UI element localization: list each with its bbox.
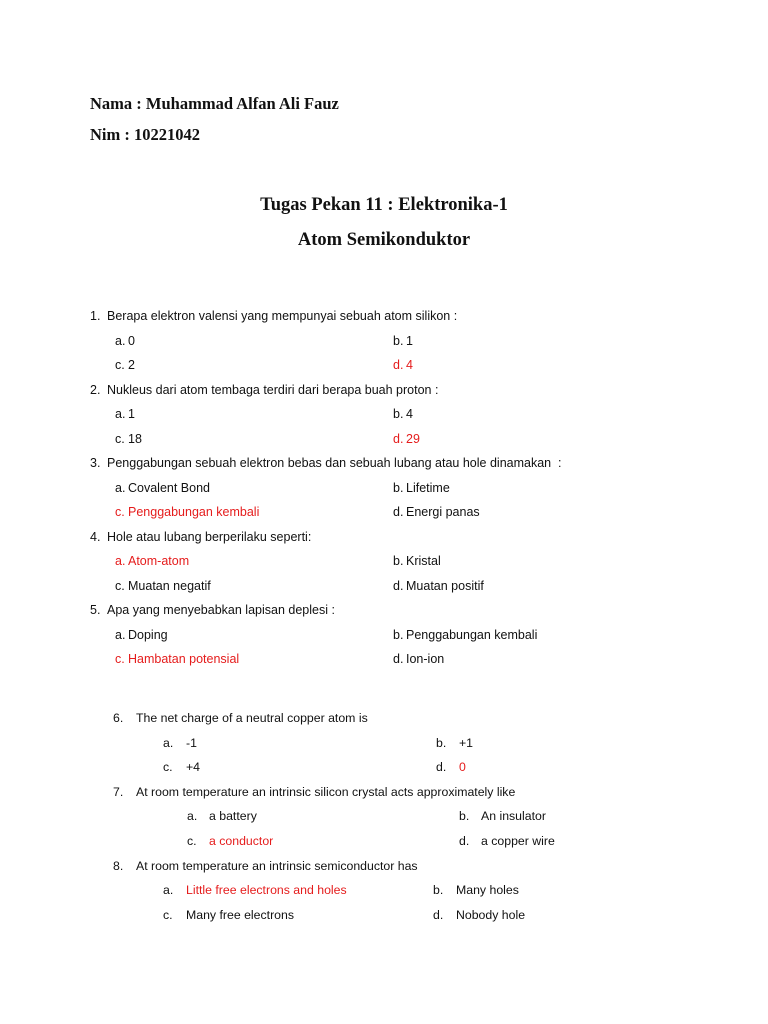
question-7-options-row-1 <box>0 804 768 829</box>
option-text: 4 <box>406 407 413 421</box>
option-letter: d. <box>433 907 444 922</box>
option-text: 0 <box>128 333 135 348</box>
option-text: a copper wire <box>481 833 555 848</box>
question-3-option-b <box>393 476 450 501</box>
question-1-option-d <box>393 353 413 378</box>
question-text: Apa yang menyebabkan lapisan deplesi : <box>107 603 335 617</box>
option-text: Atom-atom <box>128 554 190 568</box>
option-text: 1 <box>406 333 413 348</box>
option-text: a battery <box>209 809 257 824</box>
question-5-options-row-1 <box>0 623 768 648</box>
question-number: 6. <box>113 711 124 725</box>
option-text: 2 <box>128 358 135 372</box>
option-letter: c. <box>115 358 125 372</box>
option-text: Penggabungan kembali <box>128 505 260 519</box>
question-4-options-row-1 <box>0 549 768 574</box>
question-6-option-d <box>436 755 466 780</box>
option-text: Penggabungan kembali <box>406 627 538 642</box>
question-3-option-c <box>115 500 259 525</box>
question-5 <box>0 598 768 623</box>
question-8-option-b <box>433 878 519 903</box>
question-text: At room temperature an intrinsic semiconductor has <box>136 858 418 873</box>
option-text: Muatan negatif <box>128 578 211 593</box>
option-letter: c. <box>115 431 125 446</box>
question-2-options-row-2 <box>0 427 768 452</box>
option-letter: d. <box>393 578 404 593</box>
question-number: 1. <box>90 309 101 323</box>
question-4-option-c <box>115 574 211 599</box>
question-number: 5. <box>90 603 101 617</box>
option-text: Many free electrons <box>186 907 294 922</box>
option-text: 18 <box>128 431 142 446</box>
option-letter: c. <box>163 907 173 922</box>
question-8-option-c <box>163 903 294 928</box>
option-text: Little free electrons and holes <box>186 883 347 898</box>
question-2-option-b <box>393 402 413 427</box>
option-letter: c. <box>115 505 125 519</box>
question-number: 4. <box>90 529 101 544</box>
question-text: The net charge of a neutral copper atom is <box>136 711 368 725</box>
option-text: 1 <box>128 407 135 421</box>
option-letter: c. <box>115 578 125 593</box>
question-1 <box>0 304 768 329</box>
question-4 <box>0 525 768 550</box>
option-letter: d. <box>393 652 404 666</box>
option-letter: b. <box>459 809 470 824</box>
question-number: 3. <box>90 456 101 470</box>
option-letter: a. <box>115 480 126 495</box>
question-6 <box>0 706 768 731</box>
option-text: 29 <box>406 431 420 446</box>
question-7 <box>0 780 768 805</box>
option-text: a conductor <box>209 833 274 848</box>
option-text: Kristal <box>406 554 441 568</box>
option-letter: a. <box>115 554 126 568</box>
question-1-option-b <box>393 329 413 354</box>
option-text: Lifetime <box>406 480 450 495</box>
question-6-option-a <box>163 731 197 756</box>
question-6-options-row-1 <box>0 731 768 756</box>
question-number: 2. <box>90 382 101 397</box>
option-text: Doping <box>128 627 168 642</box>
question-text: Hole atau lubang berperilaku seperti: <box>107 529 312 544</box>
option-text: Covalent Bond <box>128 480 211 495</box>
question-3-option-d <box>393 500 480 525</box>
question-4-options-row-2 <box>0 574 768 599</box>
option-text: Nobody hole <box>456 907 526 922</box>
question-1-option-c <box>115 353 135 378</box>
option-letter: c. <box>187 833 197 848</box>
question-6-options-row-2 <box>0 755 768 780</box>
option-letter: b. <box>393 480 404 495</box>
student-nim: Nim : 10221042 <box>90 125 200 144</box>
question-3-option-a <box>115 476 210 501</box>
option-letter: d. <box>393 358 404 372</box>
question-8-options-row-1 <box>0 878 768 903</box>
assignment-title: Tugas Pekan 11 : Elektronika-1 <box>260 195 508 215</box>
option-text: 0 <box>459 760 466 775</box>
question-1-options-row-1 <box>0 329 768 354</box>
option-letter: a. <box>163 883 174 898</box>
option-text: +1 <box>459 735 474 750</box>
option-text: Muatan positif <box>406 578 484 593</box>
option-text: 4 <box>406 358 413 372</box>
option-letter: d. <box>459 833 470 848</box>
option-letter: a. <box>115 627 126 642</box>
question-6-option-c <box>163 755 200 780</box>
question-5-options-row-2 <box>0 647 768 672</box>
question-2-option-a <box>115 402 135 427</box>
option-text: Ion-ion <box>406 652 445 666</box>
question-2-option-d <box>393 427 420 452</box>
question-5-option-c <box>115 647 239 672</box>
question-4-option-d <box>393 574 484 599</box>
question-7-option-b <box>459 804 546 829</box>
option-text: Hambatan potensial <box>128 652 240 666</box>
question-8 <box>0 854 768 879</box>
question-number: 7. <box>113 784 124 799</box>
option-letter: b. <box>393 627 404 642</box>
option-letter: b. <box>393 407 404 421</box>
question-text: Berapa elektron valensi yang mempunyai sebuah atom silikon : <box>107 309 458 323</box>
question-1-options-row-2 <box>0 353 768 378</box>
question-1-option-a <box>115 329 135 354</box>
option-letter: a. <box>163 735 174 750</box>
question-5-option-d <box>393 647 444 672</box>
question-list-part-1 <box>0 304 768 672</box>
question-number: 8. <box>113 858 124 873</box>
option-letter: c. <box>115 652 125 666</box>
option-letter: d. <box>436 760 447 775</box>
question-4-option-a <box>115 549 189 574</box>
student-name: Nama : Muhammad Alfan Ali Fauz <box>90 94 339 113</box>
question-4-option-b <box>393 549 441 574</box>
question-3-options-row-1 <box>0 476 768 501</box>
question-8-options-row-2 <box>0 903 768 928</box>
question-7-option-c <box>187 829 273 854</box>
question-7-option-a <box>187 804 257 829</box>
question-7-option-d <box>459 829 555 854</box>
option-letter: d. <box>393 505 404 519</box>
option-letter: b. <box>433 883 444 898</box>
question-6-option-b <box>436 731 473 756</box>
question-text: Penggabungan sebuah elektron bebas dan sebuah lubang atau hole dinamakan : <box>107 456 562 470</box>
option-letter: b. <box>393 333 404 348</box>
option-text: An insulator <box>481 809 546 824</box>
option-letter: a. <box>115 333 126 348</box>
option-letter: d. <box>393 431 404 446</box>
assignment-subtitle: Atom Semikonduktor <box>297 230 471 250</box>
question-text: Nukleus dari atom tembaga terdiri dari berapa buah proton : <box>107 382 439 397</box>
question-2 <box>0 378 768 403</box>
option-text: -1 <box>186 735 197 750</box>
question-3-options-row-2 <box>0 500 768 525</box>
question-8-option-a <box>163 878 347 903</box>
option-text: Energi panas <box>406 505 480 519</box>
question-text: At room temperature an intrinsic silicon crystal acts approximately like <box>136 784 516 799</box>
question-7-options-row-2 <box>0 829 768 854</box>
option-text: +4 <box>186 760 201 775</box>
question-list-part-2 <box>0 706 768 927</box>
option-letter: a. <box>187 809 198 824</box>
question-5-option-b <box>393 623 537 648</box>
question-5-option-a <box>115 623 168 648</box>
option-letter: c. <box>163 760 173 775</box>
question-8-option-d <box>433 903 525 928</box>
option-letter: b. <box>393 554 404 568</box>
option-letter: b. <box>436 735 447 750</box>
option-text: Many holes <box>456 883 519 898</box>
option-letter: a. <box>115 407 126 421</box>
question-3 <box>0 451 768 476</box>
question-2-options-row-1 <box>0 402 768 427</box>
question-2-option-c <box>115 427 142 452</box>
